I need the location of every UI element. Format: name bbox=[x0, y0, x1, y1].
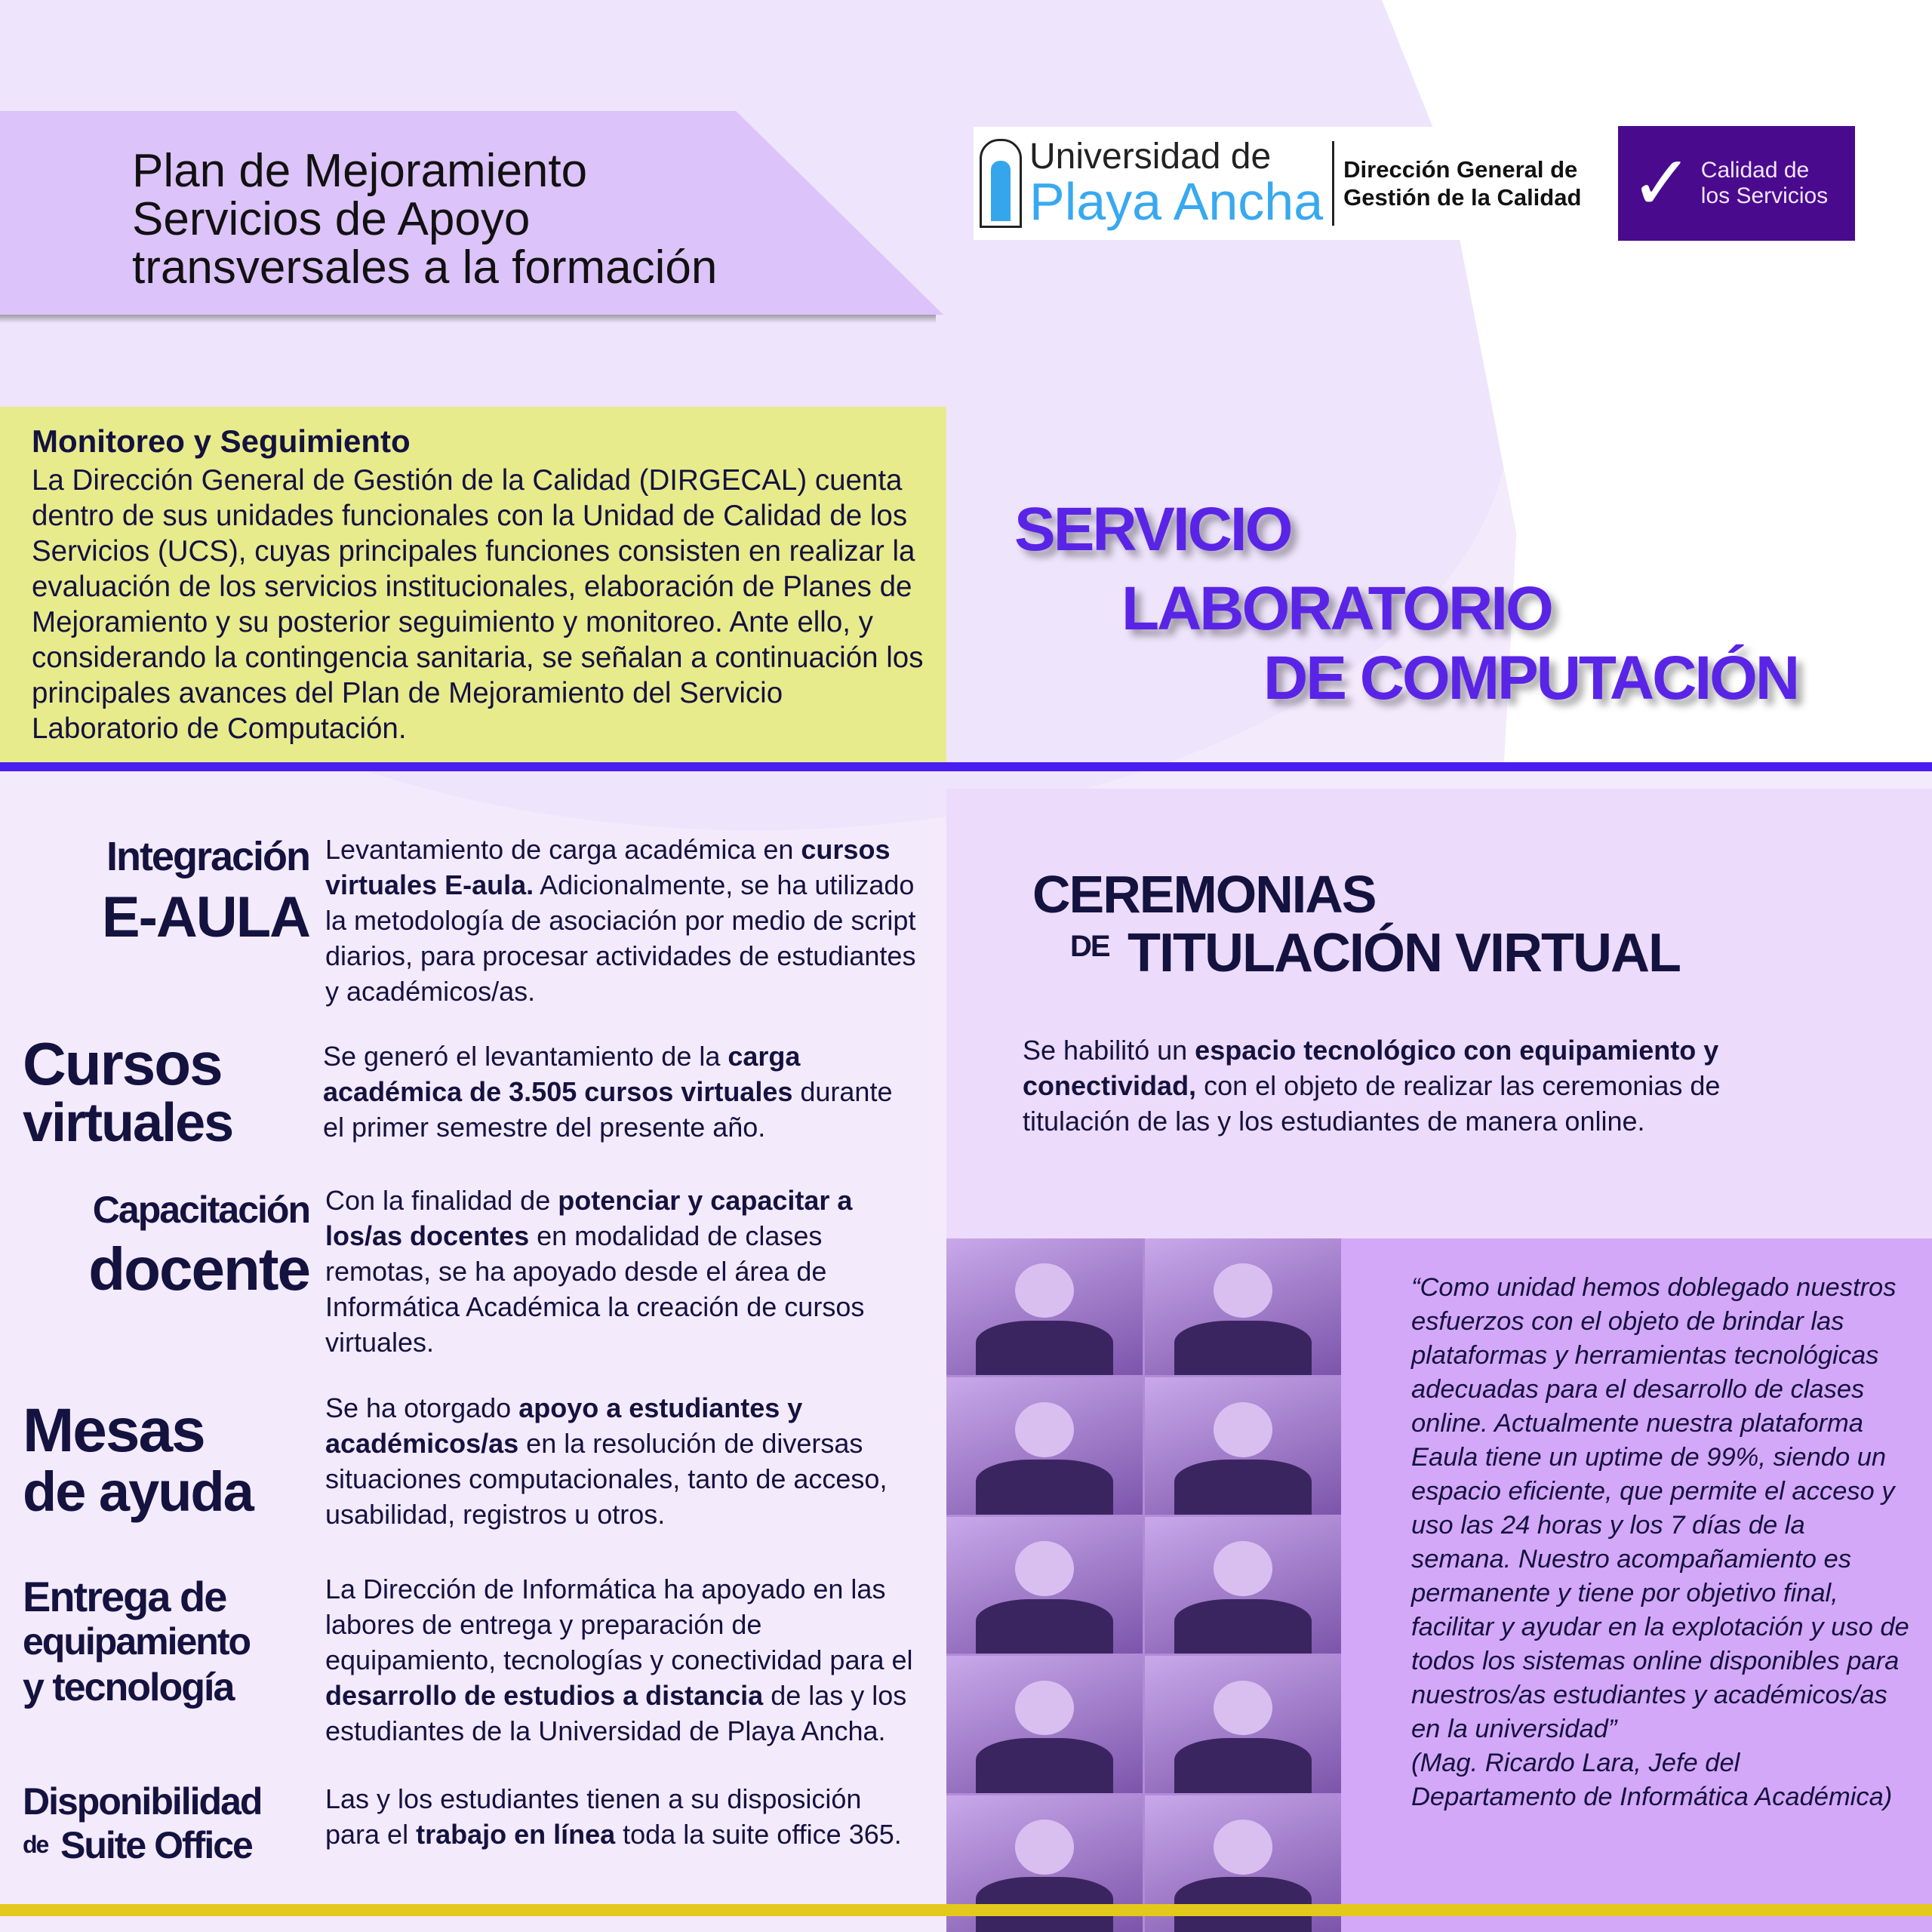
university-logo bbox=[974, 127, 1590, 240]
bottom-line bbox=[0, 1904, 1932, 1916]
logo-text: Gestión de la Calidad bbox=[1343, 184, 1582, 211]
item-text bbox=[325, 1781, 921, 1852]
text: Adicionalmente, se ha utilizado la metodología de asociación por medio de script diarios, para procesar actividades de estudiantes y académicos/as. bbox=[325, 869, 916, 1007]
item-text bbox=[325, 832, 921, 1009]
item-heading: de bbox=[23, 1831, 48, 1858]
text: con el objeto de realizar las ceremonias de titulación de las y los estudiantes de manera online. bbox=[1023, 1070, 1721, 1137]
item-text bbox=[323, 1038, 919, 1145]
item-heading: Integración bbox=[106, 834, 309, 879]
text-bold: potenciar y capacitar a los/as docentes bbox=[325, 1185, 853, 1251]
divider-line bbox=[0, 762, 1932, 771]
item-heading: equipamiento bbox=[23, 1620, 251, 1663]
logo-text: Calidad de bbox=[1700, 158, 1810, 183]
title-line: Servicios de Apoyo bbox=[132, 193, 531, 245]
item-heading: Entrega de bbox=[23, 1573, 226, 1620]
item-heading: Suite Office bbox=[60, 1824, 252, 1866]
monitoring-section bbox=[0, 407, 946, 764]
text-bold: apoyo a estudiantes y académicos/as bbox=[325, 1392, 803, 1459]
item-heading: Mesas bbox=[23, 1396, 205, 1465]
quote-attribution: (Mag. Ricardo Lara, Jefe del Departamento de Informática Académica) bbox=[1411, 1749, 1893, 1811]
logo-text: Playa Ancha bbox=[1029, 172, 1324, 231]
item-text bbox=[325, 1183, 921, 1360]
page-title bbox=[132, 147, 717, 292]
quote-text: “Como unidad hemos doblegado nuestros esfuerzos con el objeto de brindar las plataformas y herramientas tecnológicas adecuadas para el desarrollo de clases online. Actualmente nuestra plataforma Eaula tiene un uptime de 99%, siendo un espacio eficiente, que permite el acceso y uso las 24 horas y los 7 días de la semana. Nuestro acompañamiento es permanente y tiene por objetivo final, facilitar y ayudar en la explotación y uso de todos los sistemas online disponibles para nuestros/as estudiantes y académicos/as en la universidad” bbox=[1411, 1273, 1909, 1743]
section-heading: Monitoreo y Seguimiento bbox=[32, 423, 411, 459]
item-heading: Disponibilidad bbox=[23, 1780, 262, 1823]
text-bold: trabajo en línea bbox=[416, 1819, 616, 1850]
title-line: transversales a la formación bbox=[132, 242, 718, 294]
text: de las y los estudiantes de la Universidad de Playa Ancha. bbox=[325, 1680, 907, 1746]
text: Levantamiento de carga académica en bbox=[325, 834, 801, 865]
participant-tile bbox=[1145, 1377, 1341, 1514]
text-bold: carga académica de 3.505 cursos virtuales bbox=[323, 1041, 801, 1107]
checkmark-icon: ✓ bbox=[1630, 141, 1694, 226]
text: Se generó el levantamiento de la bbox=[323, 1041, 728, 1072]
text: durante el primer semestre del presente año. bbox=[323, 1076, 893, 1143]
quality-logo bbox=[1618, 126, 1855, 241]
participant-tile bbox=[1145, 1517, 1341, 1654]
section-body: La Dirección General de Gestión de la Calidad (DIRGECAL) cuenta dentro de sus unidades funcionales con la Unidad de Calidad de los Servicios (UCS), cuyas principales funciones consisten en realizar la evaluación de los servicios institucionales, elaboración de Planes de Mejoramiento y su posterior seguimiento y monitoreo. Ante ello, y considerando la contingencia sanitaria, se señalan a continuación los principales avances del Plan de Mejoramiento del Servicio Laboratorio de Computación. bbox=[32, 464, 924, 745]
ceremonies-title: TITULACIÓN VIRTUAL bbox=[1128, 923, 1680, 983]
item-text bbox=[325, 1571, 921, 1749]
item-heading: E-AULA bbox=[101, 885, 309, 949]
participant-tile bbox=[946, 1517, 1143, 1654]
ceremonies-text bbox=[1023, 1032, 1777, 1139]
text: en la resolución de diversas situaciones computacionales, tanto de acceso, usabilidad, registros u otros. bbox=[325, 1428, 888, 1530]
participant-tile bbox=[946, 1656, 1143, 1792]
text: La Dirección de Informática ha apoyado en las labores de entrega y preparación de equipamiento, tecnologías y conectividad para el bbox=[325, 1574, 913, 1675]
logo-text: los Servicios bbox=[1700, 183, 1829, 208]
service-title-line: SERVICIO bbox=[1014, 495, 1291, 564]
text: en modalidad de clases remotas, se ha apoyado desde el área de Informática Académica la creación de cursos virtuales. bbox=[325, 1220, 865, 1358]
item-heading: virtuales bbox=[23, 1093, 233, 1153]
participant-tile bbox=[1145, 1656, 1341, 1792]
text: Se habilitó un bbox=[1023, 1035, 1195, 1066]
text-bold: cursos virtuales E-aula. bbox=[325, 834, 891, 900]
participant-tile bbox=[1145, 1238, 1341, 1375]
divider bbox=[1332, 141, 1334, 226]
item-heading: docente bbox=[88, 1235, 309, 1303]
title-line: Plan de Mejoramiento bbox=[132, 145, 588, 197]
logo-text: Universidad de bbox=[1029, 137, 1272, 177]
quote bbox=[1411, 1271, 1909, 1814]
text: Las y los estudiantes tienen a su disposición para el bbox=[325, 1783, 862, 1850]
ceremonies-title: DE bbox=[1070, 930, 1109, 963]
ceremonies-panel bbox=[946, 789, 1932, 1241]
text: Con la finalidad de bbox=[325, 1185, 558, 1216]
text: toda la suite office 365. bbox=[615, 1819, 902, 1850]
text-bold: espacio tecnológico con equipamiento y conectividad, bbox=[1023, 1035, 1719, 1101]
item-text bbox=[325, 1390, 921, 1532]
item-heading: y tecnología bbox=[23, 1666, 234, 1709]
item-heading: Cursos bbox=[23, 1030, 222, 1097]
service-title-line: DE COMPUTACIÓN bbox=[1263, 644, 1798, 712]
service-title-line: LABORATORIO bbox=[1121, 574, 1552, 643]
participant-tile bbox=[946, 1238, 1143, 1375]
ceremonies-title: CEREMONIAS bbox=[1032, 865, 1376, 924]
item-heading: Capacitación bbox=[92, 1189, 309, 1231]
text-bold: desarrollo de estudios a distancia bbox=[325, 1680, 764, 1711]
logo-text: Dirección General de bbox=[1343, 156, 1578, 183]
text: Se ha otorgado bbox=[325, 1392, 519, 1423]
item-heading: de ayuda bbox=[23, 1460, 253, 1523]
video-call-photo bbox=[946, 1238, 1341, 1932]
participant-tile bbox=[946, 1377, 1143, 1514]
lighthouse-icon bbox=[980, 139, 1022, 228]
